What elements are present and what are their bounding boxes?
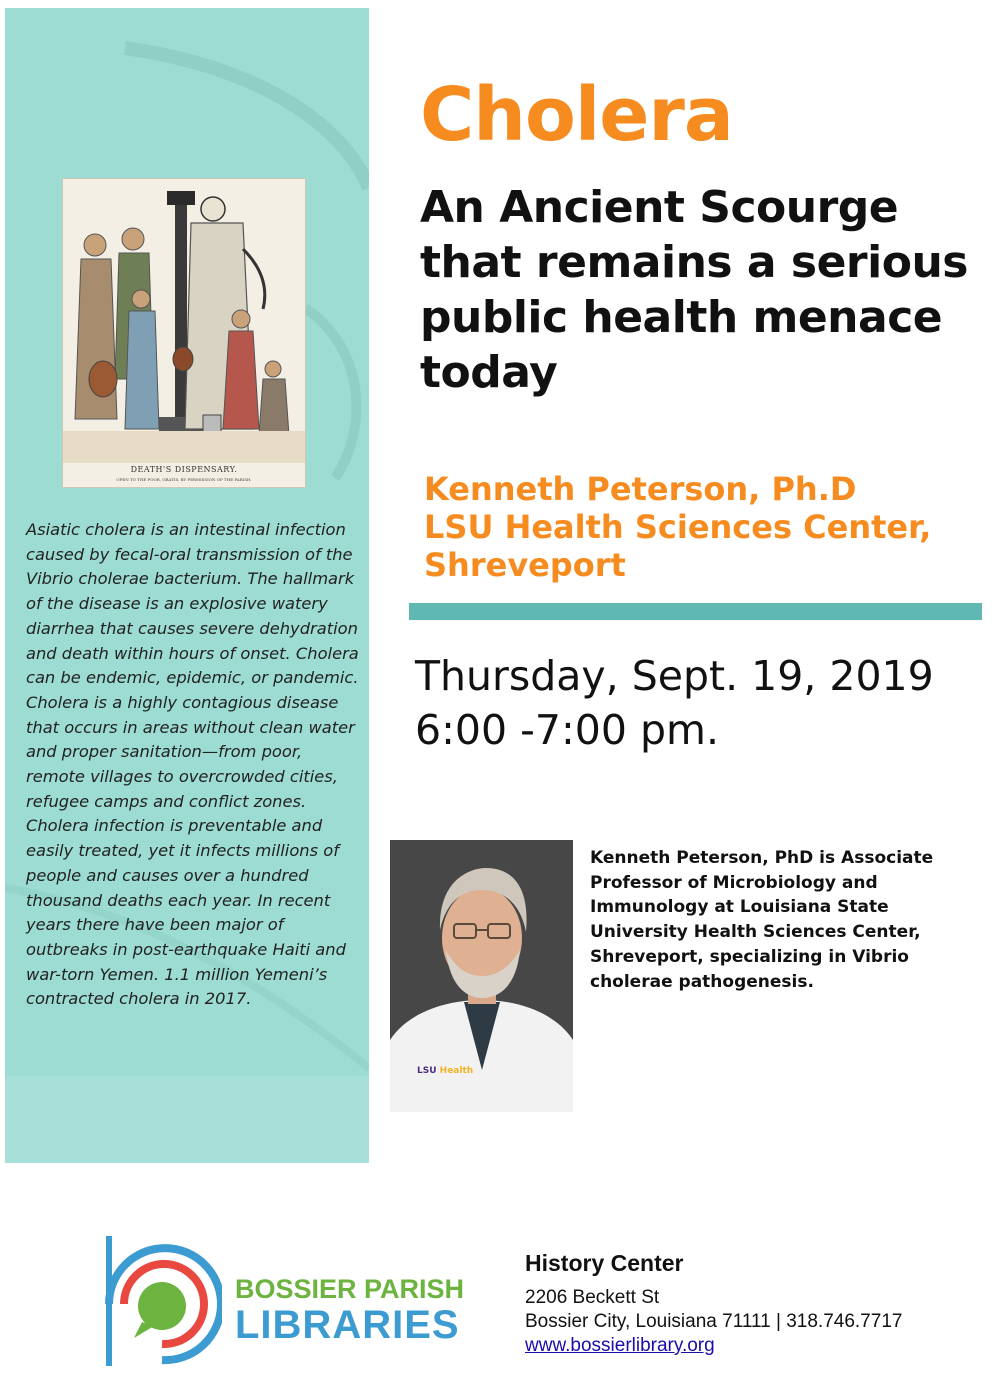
illustration-subcaption: OPEN TO THE POOR, GRATIS, BY PERMISSION OF THE PARISH. — [116, 477, 252, 482]
library-logo-text-top: BOSSIER PARISH — [235, 1274, 465, 1304]
speaker-affiliation: LSU Health Sciences Center, Shreveport — [424, 508, 932, 584]
deaths-dispensary-illustration — [62, 178, 306, 488]
website-link[interactable]: www.bossierlibrary.org — [525, 1335, 715, 1356]
divider-bar — [409, 603, 982, 620]
street-address: 2206 Beckett St — [525, 1287, 660, 1308]
event-title: Cholera — [420, 72, 733, 158]
event-subtitle: An Ancient Scourge that remains a serious public health menace today — [420, 182, 968, 398]
city-state-phone: Bossier City, Louisiana 71111 | 318.746.7717 — [525, 1311, 903, 1332]
speaker-bio: Kenneth Peterson, PhD is Associate Professor of Microbiology and Immunology at Louisiana State University Health Sciences Center, Shreveport, specializing in Vibrio cholerae pathogenesis. — [590, 848, 934, 992]
speaker-name: Kenneth Peterson, Ph.D — [424, 470, 857, 508]
lsu-health-badge: LSU Health — [417, 1066, 474, 1076]
speaker-portrait — [390, 840, 573, 1112]
venue-name: History Center — [525, 1250, 684, 1276]
sidebar-panel — [5, 8, 369, 1163]
event-time: 6:00 -7:00 pm. — [415, 706, 719, 754]
intro-paragraph: Asiatic cholera is an intestinal infection caused by fecal-oral transmission of the Vibrio cholerae bacterium. The hallmark of the disease is an explosive watery diarrhea that causes severe dehydration and death within hours of onset. Cholera can be endemic, epidemic, or pandemic. Cholera is a highly contagious disease that occurs in areas without clean water and proper sanitation—from poor, remote villages to overcrowded cities, refugee camps and conflict zones. Cholera infection is preventable and easily treated, yet it infects millions of people and causes over a hundred thousand deaths each year. In recent years there have been major of outbreaks in post-earthquake Haiti and war-torn Yemen. 1.1 million Yemeni’s contracted cholera in 2017. — [26, 520, 359, 1009]
library-logo-text-bottom: LIBRARIES — [235, 1303, 460, 1347]
event-date: Thursday, Sept. 19, 2019 — [415, 652, 934, 700]
illustration-caption: DEATH'S DISPENSARY. — [130, 465, 238, 474]
library-logo-icon — [102, 1234, 222, 1370]
